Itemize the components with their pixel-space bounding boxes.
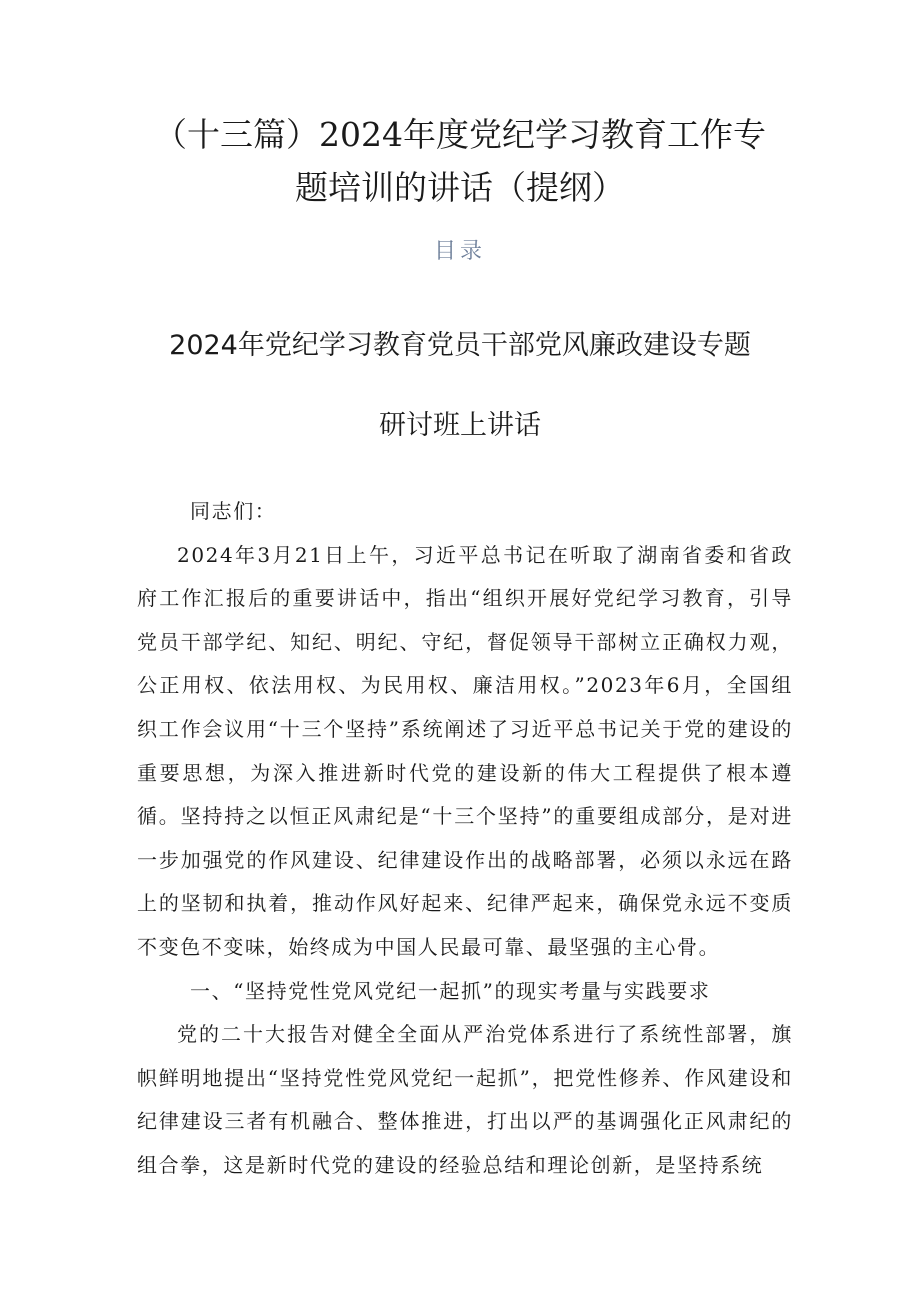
salutation: 同志们： [190, 499, 277, 523]
section-title-line-2: 研讨班上讲话 [379, 410, 541, 441]
section-heading: 一、“坚持党性党风党纪一起抓”的现实考量与实践要求 [190, 978, 711, 1003]
document-title-line-2: 题培训的讲话（提纲） [295, 168, 625, 207]
body-paragraph: 党的二十大报告对健全全面从严治党体系进行了系统性部署，旗帜鲜明地提出“坚持党性党风党纪一起抓”，把党性修养、作风建设和纪律建设三者有机融合、整体推进，打出以严的基调强化正风肃纪的组合拳，这是新时代党的建设的经验总结和理论创新，是坚持系统 [137, 1022, 793, 1177]
toc-label: 目录 [433, 239, 486, 264]
document-title [120, 108, 800, 214]
body-paragraph: 2024年3月21日上午，习近平总书记在听取了湖南省委和省政府工作汇报后的重要讲话中，指出“组织开展好党纪学习教育，引导党员干部学纪、知纪、明纪、守纪，督促领导干部树立正确权力观，公正用权、依法用权、为民用权、廉洁用权。”2023年6月，全国组织工作会议用“十三个坚持”系统阐述了习近平总书记关于党的建设的重要思想，为深入推进新时代党的建设新的伟大工程提供了根本遵循。坚持持之以恒正风肃纪是“十三个坚持”的重要组成部分，是对进一步加强党的作风建设、纪律建设作出的战略部署，必须以永远在路上的坚韧和执着，推动作风好起来、纪律严起来，确保党永远不变质不变色不变味，始终成为中国人民最可靠、最坚强的主心骨。 [137, 542, 793, 959]
document-title-line-1: （十三篇）2024年度党纪学习教育工作专 [154, 115, 766, 154]
section-title-line-1: 2024年党纪学习教育党员干部党风廉政建设专题 [169, 330, 751, 361]
document-body [137, 490, 793, 1188]
